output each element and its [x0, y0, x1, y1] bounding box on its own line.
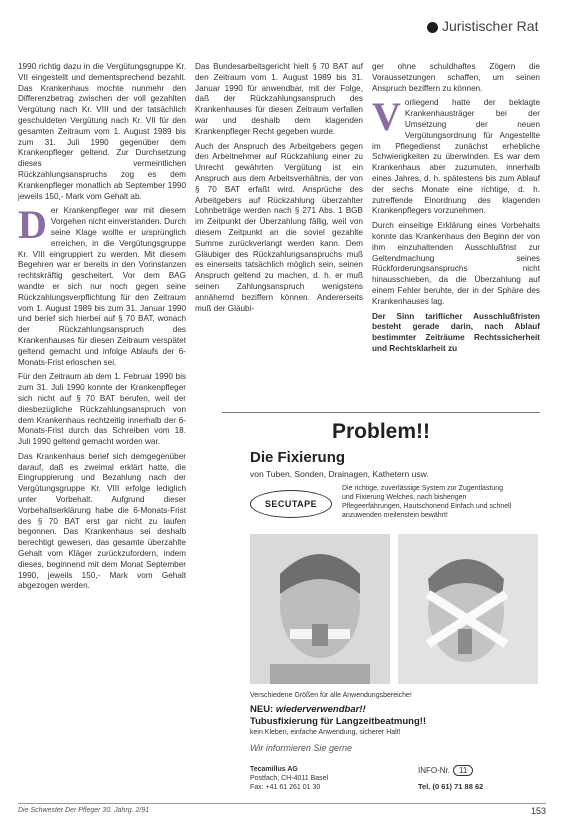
ad-company	[250, 765, 328, 792]
ad-caption: Verschiedene Größen für alle Anwendungsbereiche!	[250, 692, 412, 699]
text-column-3	[372, 62, 540, 359]
ad-subtitle: Die Fixierung	[250, 449, 346, 466]
paragraph-text: orliegend hatte der beklagte Krankenhausträger bei der Umsetzung der neuen Vergütungsordnung für Angestellte im Pflegedienst zunächst erhebliche Schwierigkeiten zu überwinden. Es war dem Krankenhaus aber zuzumuten, innerhalb eines Jahres, d. h. spätestens bis zum Ablauf der sechs Monate eine richtige, d. h. zutreffende Einordnung des klagenden Krankenpflegers vorzunehmen.	[372, 98, 540, 216]
paragraph: Für den Zeitraum ab dem 1. Februar 1990 bis zum 31. Juli 1990 konnte der Krankenpfleger sich nicht auf § 70 BAT berufen, weil der diesbezügliche Rückzahlungsanspruch von dem Krankenhaus rechtzeitig innerhalb der 6-Monats-Frist durch das Schreiben vom 18. Juli 1990 geltend gemacht worden war.	[18, 372, 186, 447]
paragraph	[372, 94, 540, 217]
paragraph: 1990 richtig dazu in die Vergütungsgruppe Kr. VII eingestellt und dementsprechend bezahlt. Das Krankenhaus mochte nunmehr den Differenzbetrag zwischen der voll gezahlten Vergütung nach Kr. VIII und der tatsächlich geschuldeten Vergütung nach Kr. VII für den gesamten Zeitraum vom 1. August 1989 bis zum 31. Juli 1990 gegenüber dem Krankenpfleger geltend. Zur Durchsetzung dieses vermeintlichen Rückzahlungsanspruchs zog es dem Krankenpfleger monatlich ab September 1990 jeweils 150,- Mark vom Gehalt ab.	[18, 62, 186, 201]
paragraph: ger ohne schuldhaftes Zögern die Voraussetzungen schaffen, um seinen Anspruch beziffern zu können.	[372, 62, 540, 93]
ad-divider	[222, 412, 540, 413]
info-number	[418, 765, 473, 776]
company-address: Postfach, CH-4011 Basel	[250, 775, 329, 782]
ad-extra-line: kein Kleben, einfache Anwendung, sicherer Halt!	[250, 729, 401, 736]
page-footer	[18, 803, 546, 819]
paragraph: Durch einseitige Erklärung eines Vorbehalts konnte das Krankenhaus den Beginn der von ihm einzuhaltenden Ausschlußfrist zur Geltendmachung seines Rückforderungsanspruchs nicht hinausschieben, da die Überzahlung auf einem Fehler beruhte, der in der Sphäre des Krankenhauses lag.	[372, 221, 540, 306]
company-name: Tecamillus AG	[250, 766, 298, 773]
advertisement	[222, 412, 540, 792]
footer-divider	[18, 803, 546, 804]
info-number-value: 11	[453, 765, 473, 776]
ad-subline: von Tuben, Sonden, Drainagen, Kathetern usw.	[250, 469, 429, 479]
ad-new-emphasis: wiederverwendbar!!	[275, 704, 366, 715]
paragraph: Das Bundesarbeitsgericht hielt § 70 BAT auf den Zeitraum vom 1. August 1989 bis 31. Januar 1990 für anwendbar, mit der Folge, daß der Rückzahlungsanspruch des Krankenhauses für diesen Zeitraum verfallen war und deshalb dem klagenden Krankenpfleger Recht gegeben wurde.	[195, 62, 363, 136]
face-photo-icon	[398, 534, 538, 684]
paragraph: Das Krankenhaus berief sich demgegenüber darauf, daß es zweimal erklärt hatte, die Eingruppierung und Bezahlung nach der Vergütungsgruppe Kr. VIII erfolge lediglich unter Vorbehalt. Aufgrund dieser Vorbehaltserklärung habe die 6-Monats-Frist des § 70 BAT erst gar nicht zu laufen begonnen. Das Krankenhaus sei deshalb berechtigt gewesen, das gesamte überzahlte Gehalt vom Kläger zurückzufordern, indem dieses, beginnend mit dem Monat September 1990, jeweils 150,- Mark vom Gehalt abgezogen werden.	[18, 451, 186, 591]
ad-new-prefix: NEU:	[250, 704, 276, 715]
section-title: Juristischer Rat	[442, 18, 539, 34]
ad-tube-line: Tubusfixierung für Langzeitbeatmung!!	[250, 716, 427, 727]
ad-telephone: Tel. (0 61) 71 88 62	[418, 782, 484, 791]
product-photo-left	[250, 534, 390, 684]
face-photo-icon	[250, 534, 390, 684]
ad-info-line: Wir informieren Sie gerne	[250, 743, 352, 753]
paragraph-bold: Der Sinn tariflicher Ausschlußfristen besteht gerade darin, nach Ablauf bestimmter Zeiträume Rechtssicherheit und Rechtsklarheit zu	[372, 311, 540, 353]
ad-new-label	[250, 704, 366, 715]
page-header	[0, 10, 563, 44]
journal-reference: Die Schwester Der Pfleger 30. Jahrg. 2/91	[18, 807, 150, 814]
paragraph-text: er Krankenpfleger war mit diesem Vorgehen nicht einverstanden. Durch seine Klage wollte er ursprünglich erreichen, in die Vergütungsgruppe Kr. VIII eingruppiert zu werden. Mit diesem Begehren war er bereits in den Vorinstanzen rechtskräftig gescheitert. Vor dem BAG wandte er sich nur noch gegen seine Rückzahlungsverpflichtung für den Zeitraum vom 1. August 1989 bis zum 31. Januar 1990 und berief sich hierbei auf § 70 BAT, wonach der Rückzahlungsanspruch des Krankenhauses für diesen Zeitraum verspätet geltend gemacht und infolge Ablaufs der 6-Monats-Frist erloschen sei.	[18, 206, 186, 367]
drop-cap: V	[372, 94, 401, 140]
page-number: 153	[530, 806, 546, 816]
section-bullet-icon	[427, 22, 438, 33]
ad-headline: Problem!!	[331, 420, 430, 443]
info-number-label: INFO-Nr.	[418, 766, 450, 775]
product-photo-right	[398, 534, 538, 684]
text-column-1	[18, 62, 186, 596]
paragraph: Auch der Anspruch des Arbeitgebers gegen den Arbeitnehmer auf Rückzahlung einer zu Unrecht gewährten Vergütung ist ein Anspruch aus dem Arbeitsverhältnis, der von § 70 BAT erfaßt wird. Ansprüche des Arbeitgebers auf Rückzahlung überzahlter Lohnbeträge werden nach § 271 Abs. 1 BGB im Zeitpunkt der Überzahlung fällig, weil von diesem Zeitpunkt an die soviel gezahlte Summe zurückverlangt werden kann. Dem Gläubiger des Rückzahlungsanspruchs muß es einerseits tatsächlich möglich sein, seinen Anspruch geltend zu machen, d. h. er muß seinen Zahlungsanspruch wenigstens annähernd beziffern können. Andererseits muß der Gläubi-	[195, 141, 363, 313]
company-fax: Fax: +41 61 261 01 30	[250, 784, 321, 791]
ad-description: Die richtige, zuverlässige System zur Zugentlastung und Fixierung Welches, nach bisherigen Pflegeerfahrungen, Hautschonend Einfach und schnell anzuwenden meilenstein bewährt!	[342, 485, 512, 519]
drop-cap: D	[18, 202, 47, 248]
text-column-2	[195, 62, 363, 318]
paragraph	[18, 202, 186, 368]
secutape-logo: SECUTAPE	[250, 490, 332, 518]
